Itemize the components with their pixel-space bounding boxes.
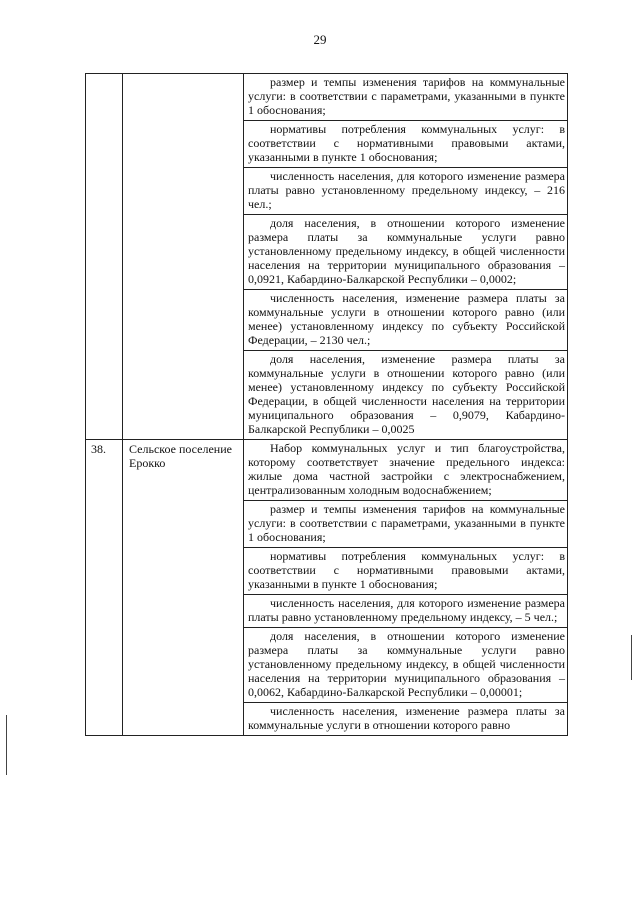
description-cell xyxy=(244,74,568,440)
row-number: 38. xyxy=(91,442,106,456)
row-number-cell xyxy=(86,440,123,736)
table-row xyxy=(86,74,568,440)
paragraph: размер и темпы изменения тарифов на коммунальные услуги: в соответствии с параметрами, указанными в пункте 1 обоснования; xyxy=(244,501,567,548)
page-number: 29 xyxy=(313,32,327,47)
scan-margin-mark xyxy=(6,715,7,775)
paragraph: доля населения, в отношении которого изменение размера платы за коммунальные услуги равно установленному предельному индексу, в общей численности населения на территории муниципального образования – 0,0062, Кабардино-Балкарской Республики – 0,00001; xyxy=(244,628,567,703)
paragraph: доля населения, изменение размера платы за коммунальные услуги в отношении которого равно (или менее) установленному индексу по субъекту Российской Федерации, в общей численности населения на территории муниципального образования – 0,9079, Кабардино-Балкарской Республики – 0,0025 xyxy=(248,352,565,436)
municipality-name: Сельское поселение Ерокко xyxy=(129,442,232,470)
paragraph: доля населения, в отношении которого изменение размера платы за коммунальные услуги равно установленному предельному индексу, в общей численности населения на территории муниципального образования – 0,0921, Кабардино-Балкарской Республики – 0,0002; xyxy=(244,215,567,290)
tariff-table xyxy=(85,73,568,736)
row-number xyxy=(86,74,122,76)
municipality-cell xyxy=(123,440,244,736)
paragraph: численность населения, изменение размера платы за коммунальные услуги в отношении которого равно (или менее) установленному индексу по субъекту Российской Федерации, – 2130 чел.; xyxy=(244,290,567,351)
paragraph: размер и темпы изменения тарифов на коммунальные услуги: в соответствии с параметрами, указанными в пункте 1 обоснования; xyxy=(244,74,567,121)
paragraph: нормативы потребления коммунальных услуг: в соответствии с нормативными правовыми актами, указанными в пункте 1 обоснования; xyxy=(244,121,567,168)
row-number-cell xyxy=(86,74,123,440)
paragraph: численность населения, для которого изменение размера платы равно установленному предельному индексу, – 5 чел.; xyxy=(244,595,567,628)
table-row xyxy=(86,440,568,736)
paragraph: Набор коммунальных услуг и тип благоустройства, которому соответствует значение предельного индекса: жилые дома частной застройки с электроснабжением, централизованным холодным водоснабжением; xyxy=(244,440,567,501)
municipality-cell xyxy=(123,74,244,440)
paragraph: численность населения, изменение размера платы за коммунальные услуги в отношении которого равно xyxy=(248,704,565,732)
scan-margin-mark xyxy=(631,635,632,680)
description-cell xyxy=(244,440,568,736)
paragraph: численность населения, для которого изменение размера платы равно установленному предельному индексу, – 216 чел.; xyxy=(244,168,567,215)
municipality-name xyxy=(123,74,243,76)
paragraph: нормативы потребления коммунальных услуг: в соответствии с нормативными правовыми актами, указанными в пункте 1 обоснования; xyxy=(244,548,567,595)
